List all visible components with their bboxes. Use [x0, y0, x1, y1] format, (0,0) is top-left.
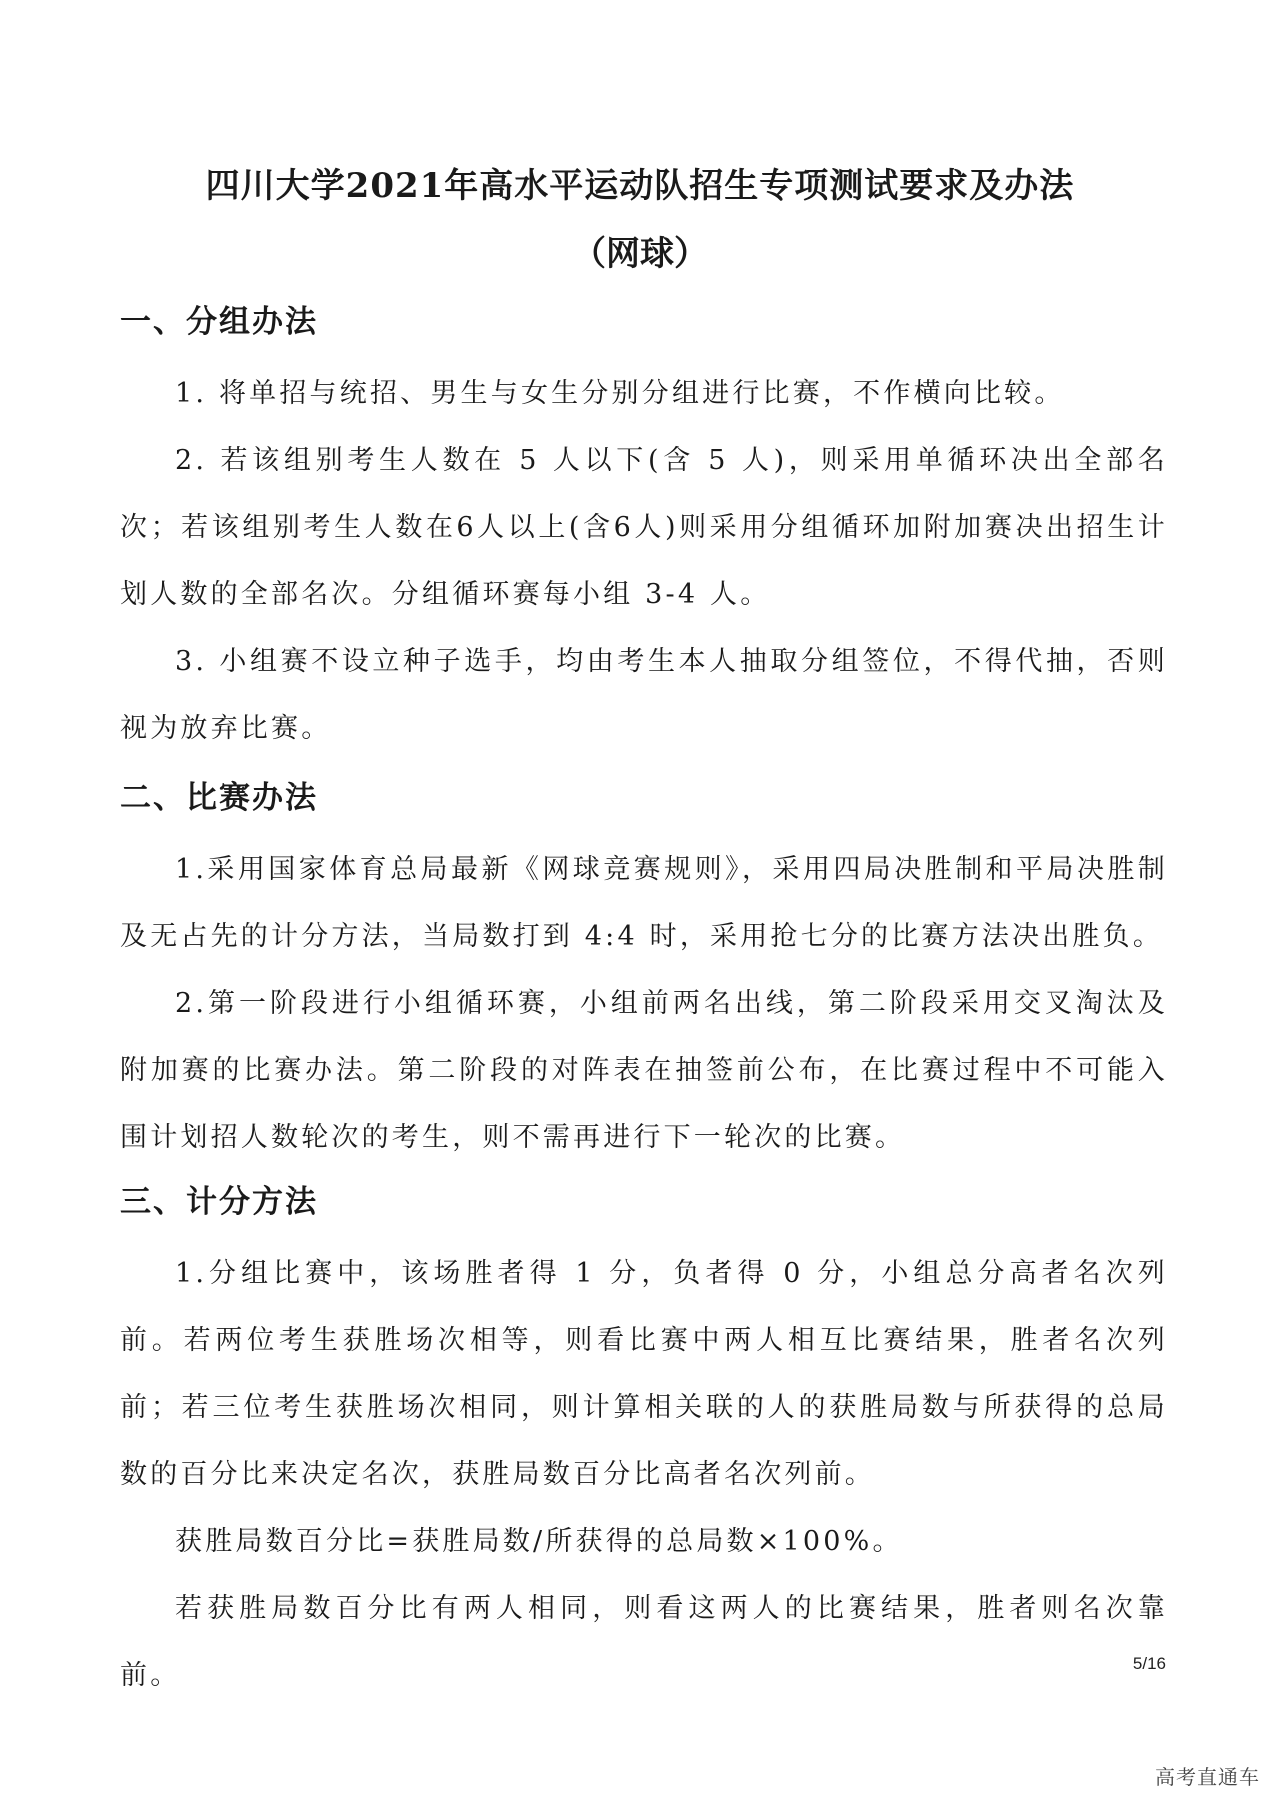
watermark: 高考直通车: [1155, 1765, 1260, 1789]
section-heading: 三、计分方法: [120, 1184, 318, 1220]
page-number: 5/16: [1132, 1654, 1166, 1673]
paragraph: 1. 将单招与统招、男生与女生分别分组进行比赛，不作横向比较。: [175, 378, 1065, 409]
paragraph: 获胜局数百分比=获胜局数/所获得的总局数×100%。: [175, 1526, 903, 1557]
page-title: 四川大学2021年高水平运动队招生专项测试要求及办法: [205, 166, 1075, 206]
section-heading: 二、比赛办法: [120, 780, 318, 816]
paragraph: 若获胜局数百分比有两人相同，则看这两人的比赛结果，胜者则名次靠前。: [120, 1593, 1168, 1691]
paragraph: 1.分组比赛中，该场胜者得 1 分，负者得 0 分，小组总分高者名次列前。若两位考生获胜场次相等，则看比赛中两人相互比赛结果，胜者名次列前；若三位考生获胜场次相同，则计算相关联的人的获胜局数与所获得的总局数的百分比来决定名次，获胜局数百分比高者名次列前。: [120, 1258, 1168, 1490]
paragraph: 2. 若该组别考生人数在 5 人以下(含 5 人)，则采用单循环决出全部名次；若该组别考生人数在6人以上(含6人)则采用分组循环加附加赛决出招生计划人数的全部名次。分组循环赛每小组 3-4 人。: [120, 445, 1168, 610]
paragraph: 2.第一阶段进行小组循环赛，小组前两名出线，第二阶段采用交叉淘汰及附加赛的比赛办法。第二阶段的对阵表在抽签前公布，在比赛过程中不可能入围计划招人数轮次的考生，则不需再进行下一轮次的比赛。: [120, 988, 1168, 1153]
paragraph: 1.采用国家体育总局最新《网球竞赛规则》，采用四局决胜制和平局决胜制及无占先的计分方法，当局数打到 4:4 时，采用抢七分的比赛方法决出胜负。: [120, 854, 1168, 952]
paragraph: 3. 小组赛不设立种子选手，均由考生本人抽取分组签位，不得代抽，否则视为放弃比赛。: [120, 646, 1168, 744]
page-subtitle: （网球）: [572, 234, 708, 274]
section-heading: 一、分组办法: [120, 304, 318, 340]
